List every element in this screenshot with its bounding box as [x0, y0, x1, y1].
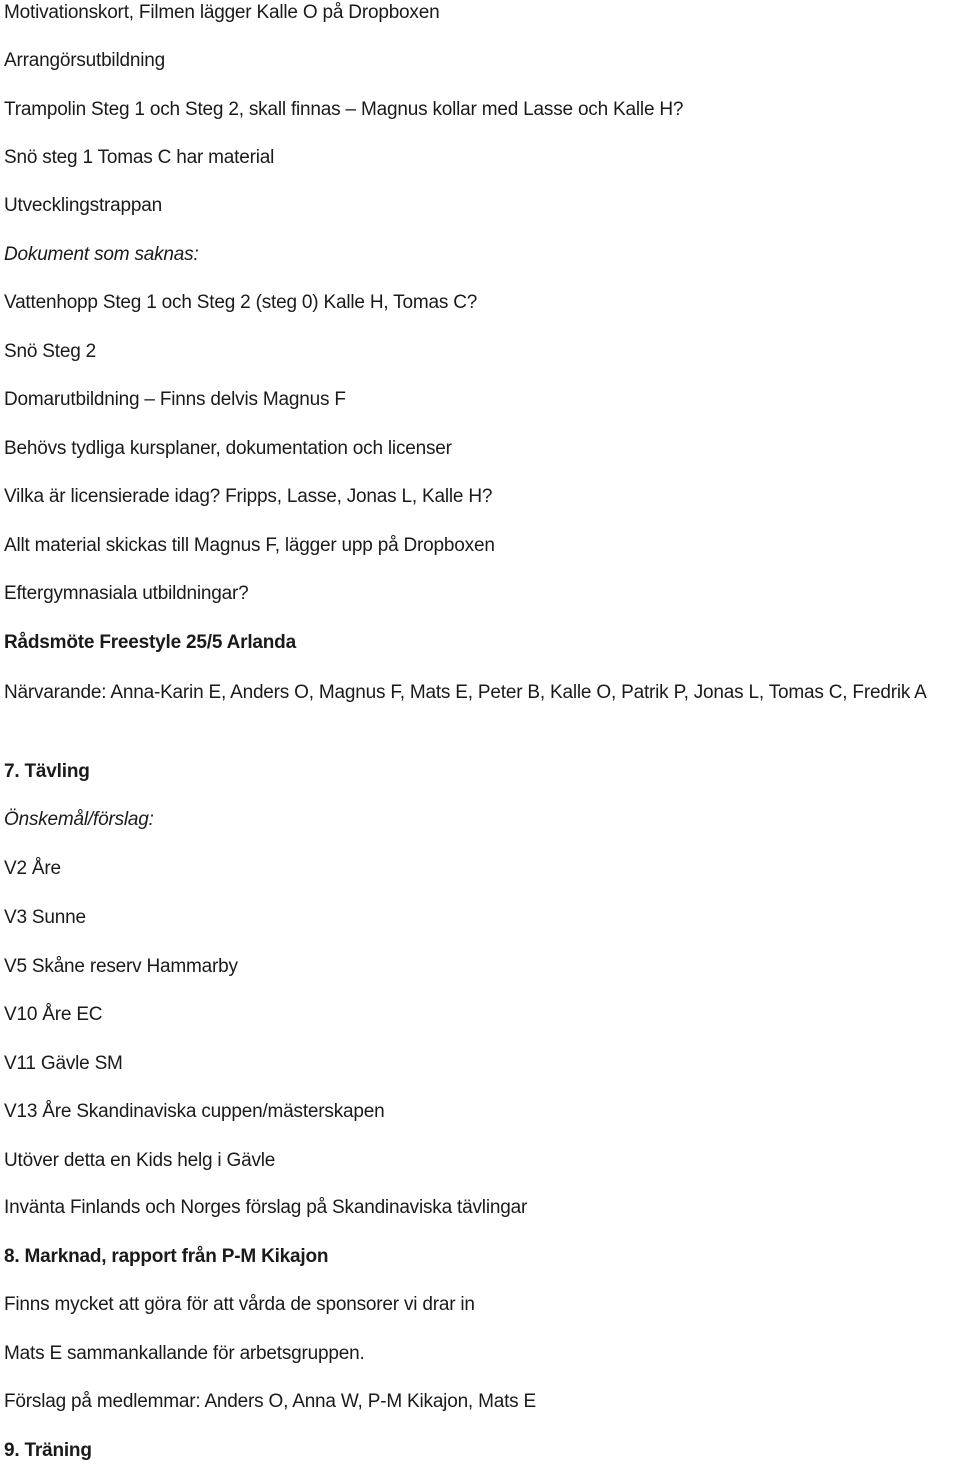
text-line-sponsorer: Finns mycket att göra för att vårda de sponsorer vi drar in: [4, 1294, 475, 1315]
text-line-invanta: Invänta Finlands och Norges förslag på Skandinaviska tävlingar: [4, 1197, 528, 1218]
text-line-allt-material: Allt material skickas till Magnus F, lägger upp på Dropboxen: [4, 535, 495, 556]
list-item-v13: V13 Åre Skandinaviska cuppen/mästerskapen: [4, 1101, 385, 1122]
list-item-v10: V10 Åre EC: [4, 1004, 103, 1025]
heading-tavling: 7. Tävling: [4, 761, 90, 782]
text-line-vattenhopp: Vattenhopp Steg 1 och Steg 2 (steg 0) Kalle H, Tomas C?: [4, 292, 478, 313]
text-line-licensierade: Vilka är licensierade idag? Fripps, Lasse, Jonas L, Kalle H?: [4, 486, 493, 507]
list-item-v5: V5 Skåne reserv Hammarby: [4, 956, 238, 977]
list-item-v2: V2 Åre: [4, 858, 61, 879]
text-line-utvecklingstrappan: Utvecklingstrappan: [4, 195, 162, 216]
text-line-kursplaner: Behövs tydliga kursplaner, dokumentation och licenser: [4, 438, 452, 459]
text-line-motivationskort: Motivationskort, Filmen lägger Kalle O på Dropboxen: [4, 2, 440, 23]
heading-radsmote: Rådsmöte Freestyle 25/5 Arlanda: [4, 632, 296, 653]
text-line-sno-steg-1: Snö steg 1 Tomas C har material: [4, 147, 275, 168]
text-line-eftergymnasiala: Eftergymnasiala utbildningar?: [4, 583, 249, 604]
text-line-domarutbildning: Domarutbildning – Finns delvis Magnus F: [4, 389, 346, 410]
text-line-sno-steg-2: Snö Steg 2: [4, 341, 97, 362]
text-line-sammankallande: Mats E sammankallande för arbetsgruppen.: [4, 1343, 365, 1364]
text-line-forslag-medlemmar: Förslag på medlemmar: Anders O, Anna W, P-M Kikajon, Mats E: [4, 1391, 537, 1412]
list-item-v3: V3 Sunne: [4, 907, 86, 928]
list-item-v11: V11 Gävle SM: [4, 1053, 123, 1074]
text-line-trampolin: Trampolin Steg 1 och Steg 2, skall finnas – Magnus kollar med Lasse och Kalle H?: [4, 99, 684, 120]
text-line-narvarande: Närvarande: Anna-Karin E, Anders O, Magnus F, Mats E, Peter B, Kalle O, Patrik P, Jonas L, Tomas C, Fredrik A: [4, 682, 927, 703]
text-line-kids-helg: Utöver detta en Kids helg i Gävle: [4, 1150, 276, 1171]
subheading-onskemal: Önskemål/förslag:: [4, 809, 154, 830]
heading-marknad: 8. Marknad, rapport från P-M Kikajon: [4, 1246, 329, 1267]
text-line-arrangorsutbildning: Arrangörsutbildning: [4, 50, 165, 71]
subheading-dokument-som-saknas: Dokument som saknas:: [4, 244, 199, 265]
heading-traning: 9. Träning: [4, 1440, 92, 1461]
